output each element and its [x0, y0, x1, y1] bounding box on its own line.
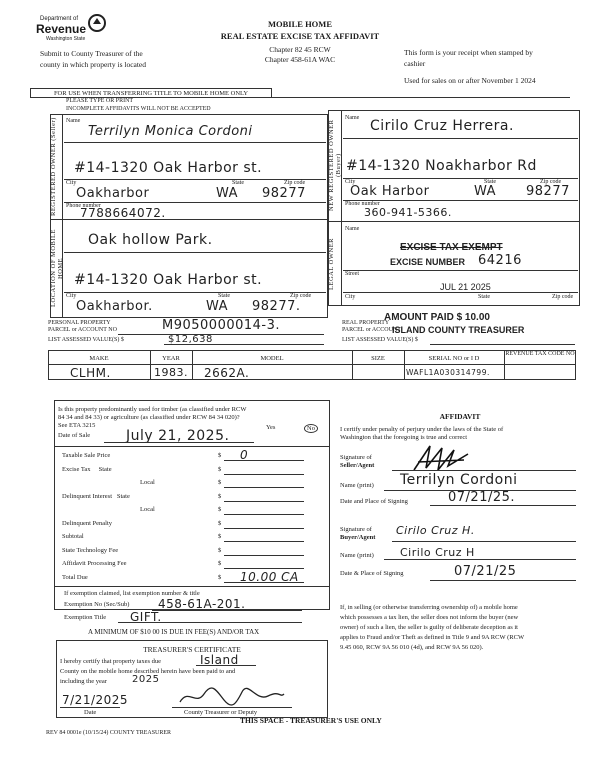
form-title — [200, 19, 400, 64]
dor-logo — [36, 14, 116, 46]
seller-address-value: #14-1320 Oak Harbor st. — [74, 160, 263, 176]
buyer-date-label: Date & Place of Signing — [340, 570, 404, 577]
dept-line2: Revenue — [36, 22, 87, 36]
use-when-banner: FOR USE WHEN TRANSFERRING TITLE TO MOBILE HOME ONLY — [30, 88, 272, 98]
tax-row-label: Subtotal — [62, 533, 84, 540]
seller-date-value: 07/21/25. — [448, 490, 516, 505]
seller-name-value: Terrilyn Monica Cordoni — [88, 124, 253, 139]
tax-row-label: Delinquent Interest State — [62, 493, 130, 500]
location-zip-label: Zip code — [290, 293, 312, 299]
date-of-sale-label: Date of Sale — [58, 432, 91, 439]
legal-zip-label: Zip code — [552, 294, 574, 300]
dollar-sign: $ — [218, 479, 222, 486]
tax-row-label: Total Due — [62, 574, 88, 581]
exemption-no-value: 458-61A-201. — [158, 597, 246, 611]
title-line2: REAL ESTATE EXCISE TAX AFFIDAVIT — [220, 31, 380, 41]
buyer-name-value: Cirilo Cruz Herrera. — [370, 118, 514, 134]
seller-print-label: Name (print) — [340, 482, 374, 489]
buyer-state-value: WA — [474, 184, 497, 199]
timber-question-1: Is this property predominantly used for timber (as classified under RCW — [58, 406, 247, 413]
treasurer-cert-title: TREASURER'S CERTIFICATE — [143, 645, 241, 654]
excise-number-value: 64216 — [478, 253, 522, 268]
location-name-value: Oak hollow Park. — [88, 232, 213, 248]
buyer-side-label: NEW REGISTERED OWNER (Buyer) — [328, 119, 342, 212]
hdr-make: MAKE — [89, 355, 109, 362]
timber-question-2: 84 34 and 84 33) or agriculture (as classified under RCW 84 34 020)? — [58, 414, 240, 421]
legal-city-label: City — [345, 294, 356, 300]
dollar-sign: $ — [218, 574, 222, 581]
dollar-sign: $ — [218, 506, 222, 513]
treasurer-date-label: Date — [84, 709, 97, 716]
dollar-sign: $ — [218, 547, 222, 554]
treasurer-county: Island — [200, 653, 239, 667]
buyer-zip-label: Zip code — [540, 179, 562, 185]
exemption-no-label: Exemption No (Sec/Sub) — [64, 601, 130, 608]
buyer-city-value: Oak Harbor — [350, 184, 430, 199]
treasurer-signature-icon — [176, 686, 286, 708]
dollar-sign: $ — [218, 560, 222, 567]
date-of-sale-value: July 21, 2025. — [126, 428, 230, 444]
buyer-city-label: City — [345, 179, 356, 185]
chapter-line1: Chapter 82 45 RCW — [269, 45, 331, 54]
treasurer-line1: I hereby certify that property taxes due — [60, 658, 162, 665]
buyer-sig-value: Cirilo Cruz H. — [396, 524, 475, 537]
buyer-phone-value: 360-941-5366. — [364, 206, 452, 219]
dollar-sign: $ — [218, 452, 222, 459]
treasurer-line3: including the year — [60, 678, 107, 685]
submit-line1: Submit to County Treasurer of the — [40, 49, 143, 58]
pp-value: M9050000014-3. — [162, 318, 281, 333]
affidavit-title: AFFIDAVIT — [439, 412, 481, 421]
treasurer-line2: County on the mobile home described herein have been paid to and — [60, 668, 236, 675]
rev-footer: REV 84 0001e (10/15/24) COUNTY TREASURER — [46, 730, 172, 736]
seller-state-label: State — [232, 180, 244, 186]
warning-line1: If, in selling (or otherwise transferring ownership of) a mobile home — [340, 604, 518, 611]
location-address-value: #14-1320 Oak Harbor st. — [74, 272, 263, 288]
excise-number-label: EXCISE NUMBER — [390, 257, 466, 267]
buyer-date-value: 07/21/25 — [454, 564, 517, 579]
seller-name-label: Name — [66, 118, 81, 124]
hdr-model: MODEL — [260, 355, 284, 362]
buyer-name-label: Name — [345, 115, 360, 121]
vehicle-model: 2662A. — [204, 366, 250, 380]
type-print: PLEASE TYPE OR PRINT — [66, 98, 134, 104]
exemption-title-value: GIFT. — [130, 610, 162, 624]
dollar-sign: $ — [218, 520, 222, 527]
warning-line4: applies to Fraud and/or Theft as defined in Title 9 and 9A RCW (RCW — [340, 634, 525, 641]
seller-state-value: WA — [216, 186, 239, 201]
tax-row-label: Excise Tax State — [62, 466, 112, 473]
dept-line3: Washington State — [46, 36, 86, 42]
buyer-zip-value: 98277 — [526, 184, 570, 199]
legal-street-label: Street — [345, 271, 359, 277]
location-zip-value: 98277. — [252, 299, 301, 314]
buyer-print-value: Cirilo Cruz H — [400, 546, 475, 559]
tax-row-label: Local — [140, 506, 155, 513]
seller-phone-value: 7788664072. — [80, 206, 166, 220]
exemption-label: If exemption claimed, list exemption number & title — [64, 590, 200, 597]
buyer-sig-label2: Buyer/Agent — [340, 534, 376, 541]
logo-mark-icon — [88, 14, 106, 32]
tax-row-label: Local — [140, 479, 155, 486]
incomplete-notice: INCOMPLETE AFFIDAVITS WILL NOT BE ACCEPTED — [66, 106, 211, 112]
stamp-date: JUL 21 2025 — [440, 282, 491, 292]
affidavit-text2: Washington that the foregoing is true and correct — [340, 434, 468, 441]
seller-zip-value: 98277 — [262, 186, 306, 201]
seller-city-value: Oakharbor — [76, 186, 150, 201]
dollar-sign: $ — [218, 493, 222, 500]
buyer-address-value: #14-1320 Noakharbor Rd — [346, 158, 537, 174]
affidavit-text1: I certify under penalty of perjury under the laws of the State of — [340, 426, 504, 433]
used-for-line: Used for sales on or after November 1 2024 — [404, 76, 536, 85]
pp-label2: PARCEL or ACCOUNT NO — [48, 327, 117, 333]
location-state-value: WA — [206, 299, 229, 314]
assessed-label: LIST ASSESSED VALUE(S) $ — [48, 337, 124, 343]
timber-no[interactable]: No — [304, 424, 318, 433]
vehicle-serial: WAFL1A030314799. — [406, 368, 490, 377]
seller-sig-label1: Signature of — [340, 454, 372, 461]
legal-name-label: Name — [345, 226, 360, 232]
buyer-phone-label: Phone number — [345, 201, 380, 207]
warning-line5: 9.45 060, RCW 9A 56 010 (4d), and RCW 9A 56 020). — [340, 644, 484, 651]
warning-line3: owner) of such a lien, the seller is guilty of deliberate deception as it — [340, 624, 518, 631]
dept-line1: Department of — [40, 16, 79, 22]
warning-line2: which possesses a tax lien, the seller does not inform the buyer (new — [340, 614, 519, 621]
dollar-sign: $ — [218, 466, 222, 473]
timber-yes[interactable]: Yes — [266, 424, 276, 431]
vehicle-year: 1983. — [154, 366, 188, 379]
seller-sig-label2: Seller/Agent — [340, 462, 375, 469]
pp-label1: PERSONAL PROPERTY — [48, 320, 111, 326]
excise-exempt-stamp: EXCISE TAX EXEMPT — [400, 242, 503, 253]
vehicle-make: CLHM. — [70, 366, 111, 380]
hdr-serial: SERIAL NO or I D — [428, 355, 480, 362]
assessed-value: $12,638 — [168, 334, 213, 345]
buyer-print-label: Name (print) — [340, 552, 374, 559]
seller-zip-label: Zip code — [284, 180, 306, 186]
seller-date-label: Date and Place of Signing — [340, 498, 408, 505]
seller-city-label: City — [66, 180, 77, 186]
buyer-sig-label1: Signature of — [340, 526, 372, 533]
legal-assessed-label: LIST ASSESSED VALUE(S) $ — [342, 337, 418, 343]
see-eta: See ETA 3215 — [58, 422, 96, 429]
location-state-label: State — [218, 293, 230, 299]
hdr-size: SIZE — [371, 355, 385, 362]
receipt-line1: This form is your receipt when stamped by — [404, 48, 533, 57]
location-city-label: City — [66, 293, 77, 299]
hdr-year: YEAR — [162, 355, 180, 362]
legal-state-label: State — [478, 294, 490, 300]
location-city-value: Oakharbor. — [76, 299, 153, 314]
minimum-due: A MINIMUM OF $10 00 IS DUE IN FEE(S) AND/OR TAX — [88, 628, 260, 636]
tax-row-value: 10.00 CA — [240, 570, 299, 584]
submit-line2: county in which property is located — [40, 60, 147, 69]
treasurer-sig-label: County Treasurer or Deputy — [184, 709, 258, 716]
location-side-label: LOCATION OF MOBILE HOME — [50, 229, 64, 308]
tax-row-value: 0 — [240, 448, 249, 462]
buyer-state-label: State — [484, 179, 496, 185]
seller-side-label: REGISTERED OWNER (Seller) — [50, 117, 57, 216]
treasurer-only-label: THIS SPACE - TREASURER'S USE ONLY — [240, 716, 382, 725]
tax-row-label: State Technology Fee — [62, 547, 119, 554]
tax-row-label: Affidavit Processing Fee — [62, 560, 127, 567]
seller-phone-label: Phone number — [66, 203, 101, 209]
hdr-rev-code: REVENUE TAX CODE NO — [505, 351, 575, 357]
chapter-line2: Chapter 458-61A WAC — [264, 55, 336, 64]
amount-paid-stamp: AMOUNT PAID $ 10.00 — [384, 312, 490, 323]
seller-print-value: Terrilyn Cordoni — [400, 472, 518, 488]
receipt-line2: cashier — [404, 59, 426, 68]
tax-row-label: Delinquent Penalty — [62, 520, 113, 527]
title-line1: MOBILE HOME — [268, 19, 332, 29]
treasurer-year: 2025 — [132, 674, 160, 685]
treasurer-stamp: ISLAND COUNTY TREASURER — [392, 325, 525, 335]
exemption-title-label: Exemption Title — [64, 614, 107, 621]
real-prop-label2: PARCEL or ACCOUNT — [342, 327, 401, 333]
treasurer-date: 7/21/2025 — [62, 693, 129, 707]
real-prop-label1: REAL PROPERTY — [342, 320, 390, 326]
legal-owner-side-label: LEGAL OWNER — [328, 237, 335, 290]
tax-row-label: Taxable Sale Price — [62, 452, 111, 459]
dollar-sign: $ — [218, 533, 222, 540]
